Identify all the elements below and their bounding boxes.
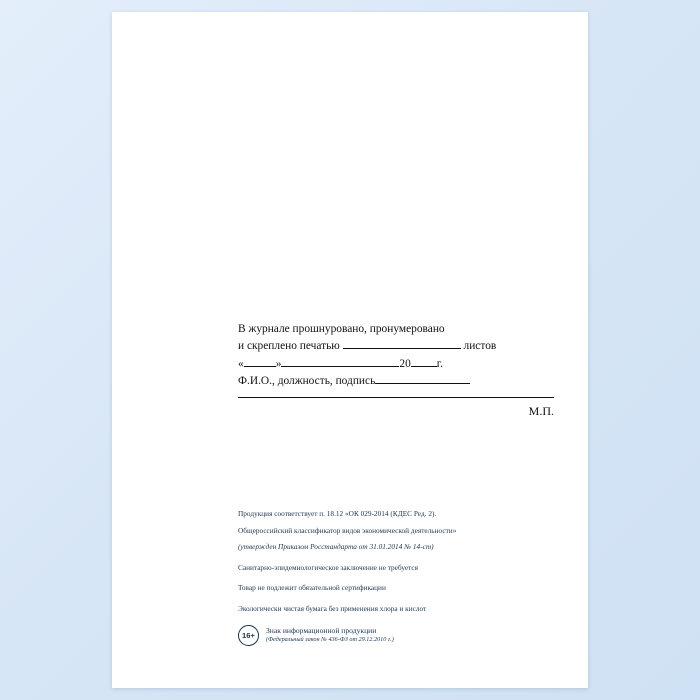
seal-blank <box>343 337 461 349</box>
information-mark-subtitle: (Федеральный закон № 436-ФЗ от 29.12.2010 г.) <box>266 636 394 644</box>
footer-line-4: Санитарно-эпидемиологическое заключение не требуется <box>238 562 419 572</box>
date-quote-close: » <box>275 357 282 370</box>
footer-line-2: Общероссийский классификатор видов экономической деятельности» <box>238 525 457 535</box>
footer-line-5: Товар не подлежит обязательной сертификации <box>238 583 386 593</box>
certification-block <box>238 322 568 398</box>
footer-line-1: Продукция соответствует п. 18.12 «ОК 029-2014 (КДЕС Ред. 2). <box>238 509 437 518</box>
document-page <box>112 12 588 688</box>
footer-block <box>238 509 578 646</box>
year-prefix: 20 <box>399 357 411 370</box>
certification-line-2 <box>238 337 568 354</box>
signature-rule <box>238 396 554 398</box>
age-rating-icon: 16+ <box>238 625 259 646</box>
certification-line-2-suffix: листов <box>463 340 497 353</box>
certification-line-3 <box>238 355 568 372</box>
year-suffix: г. <box>436 357 444 370</box>
certification-line-1: В журнале прошнуровано, пронумеровано <box>238 323 445 335</box>
day-blank <box>244 355 276 367</box>
signatory-label: Ф.И.О., должность, подпись <box>238 375 376 388</box>
seal-place-label: М.П. <box>528 404 554 418</box>
information-mark-row <box>238 625 578 646</box>
month-blank <box>281 355 399 367</box>
certification-line-4 <box>238 372 568 389</box>
information-mark-title: Знак информационной продукции <box>266 625 377 635</box>
year-blank <box>411 355 437 367</box>
signature-blank <box>375 372 470 384</box>
information-mark-caption <box>266 626 394 645</box>
footer-line-6: Экологически чистая бумага без применения хлора и кислот <box>238 603 427 613</box>
footer-line-3: (утвержден Приказом Росстандарта от 31.01.2014 № 14-ст) <box>238 542 434 552</box>
date-quote-open: « <box>238 357 244 370</box>
certification-line-2-prefix: и скреплено печатью <box>238 340 340 353</box>
